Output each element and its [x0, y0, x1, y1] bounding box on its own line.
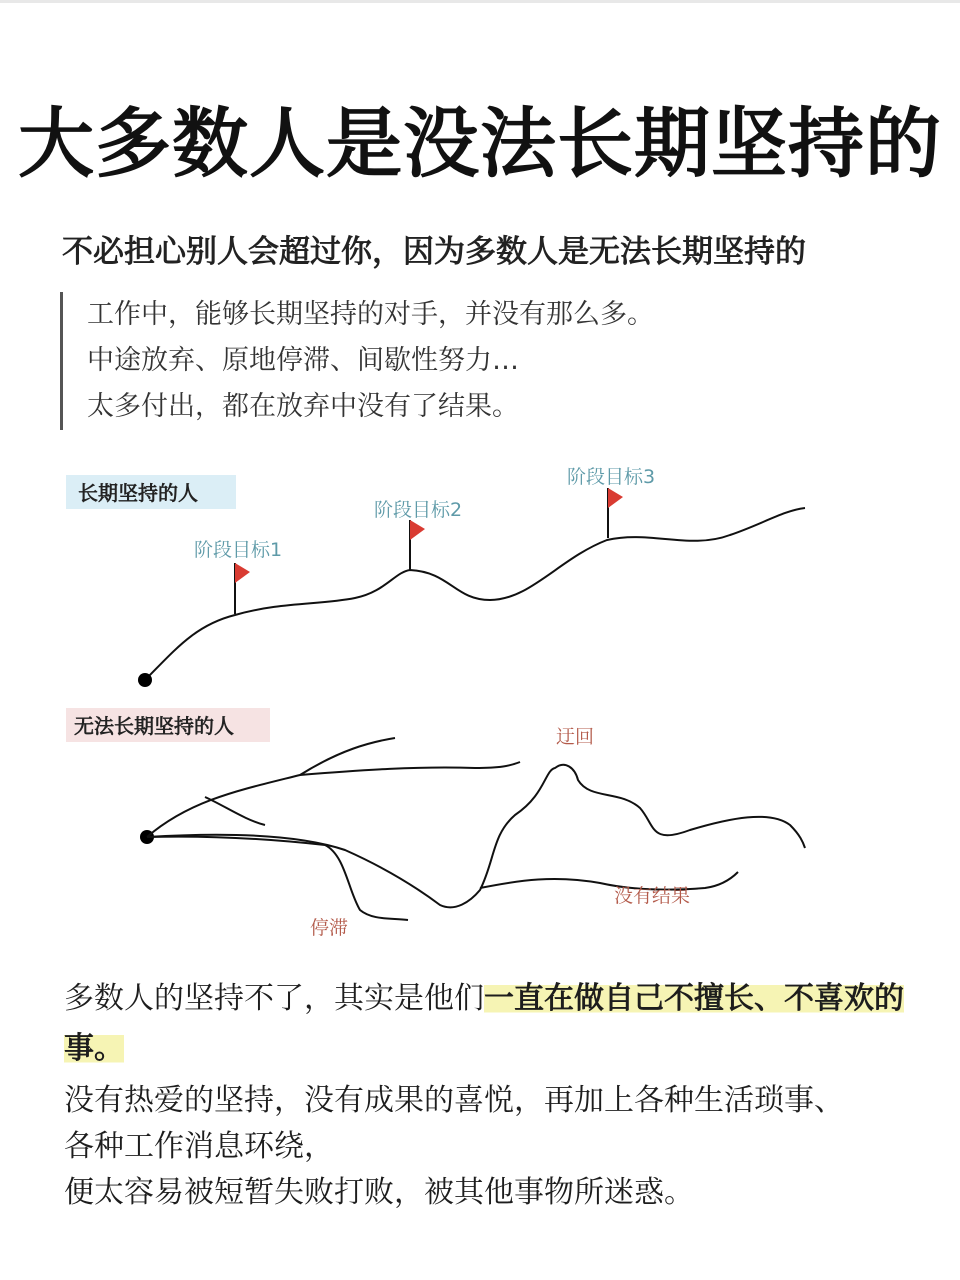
persistence-curve: [145, 508, 805, 680]
quote-line: 太多付出，都在放弃中没有了结果。: [87, 391, 519, 422]
goal-flag-icon: [410, 520, 425, 540]
paragraph-1: [64, 974, 914, 1074]
top-divider: [0, 0, 960, 3]
nonpersist-label: 无法长期坚持的人: [74, 714, 234, 738]
persistence-diagram: [0, 450, 960, 970]
no-result-path: [480, 872, 738, 890]
paragraph-text: 多数人的坚持不了，其实是他们: [64, 981, 484, 1016]
goal-label: 阶段目标2: [374, 499, 463, 521]
stagnation-label: 停滞: [310, 917, 349, 939]
branch-line: [300, 762, 520, 775]
detour-label: 迂回: [556, 726, 595, 748]
branch-line: [147, 738, 395, 837]
start-point: [138, 673, 152, 687]
page-title: 大多数人是没法长期坚持的: [18, 99, 942, 188]
goal-flag-icon: [608, 488, 623, 508]
persist-label: 长期坚持的人: [78, 481, 198, 505]
goal-label: 阶段目标1: [194, 539, 283, 561]
paragraph-2: [64, 1078, 914, 1216]
goal-flag-icon: [235, 563, 250, 583]
paragraph-line: 便太容易被短暂失败打败，被其他事物所迷惑。: [64, 1175, 694, 1210]
branch-line: [205, 797, 265, 825]
stagnation-path: [147, 837, 408, 920]
quote-line: 工作中，能够长期坚持的对手，并没有那么多。: [87, 299, 654, 330]
no-result-label: 没有结果: [614, 885, 691, 907]
highlight-text: 一直在做自己不擅长、不喜欢的事。: [64, 981, 904, 1066]
quote-line: 中途放弃、原地停滞、间歇性努力…: [87, 345, 519, 376]
body-paragraphs: [64, 974, 914, 1216]
goal-label: 阶段目标3: [567, 466, 656, 488]
page-subtitle: 不必担心别人会超过你，因为多数人是无法长期坚持的: [62, 234, 806, 270]
paragraph-line: 各种工作消息环绕，: [64, 1129, 334, 1164]
paragraph-line: 没有热爱的坚持，没有成果的喜悦，再加上各种生活琐事、: [64, 1083, 844, 1118]
quote-block: [60, 292, 907, 430]
detour-path: [147, 765, 805, 908]
